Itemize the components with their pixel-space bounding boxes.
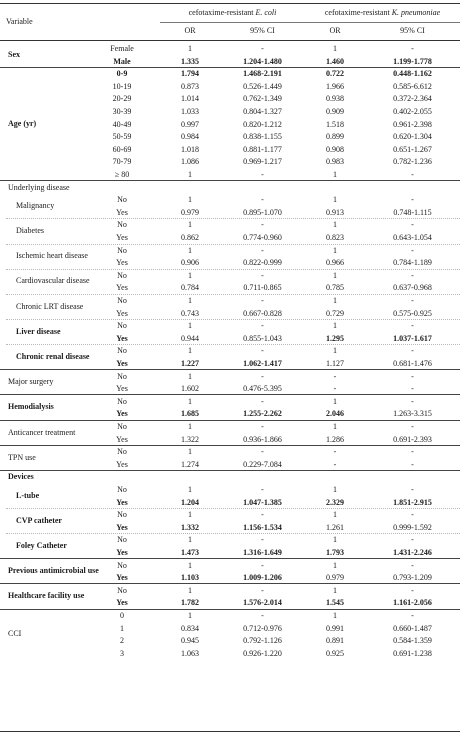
kpn-header-prefix: cefotaxime-resistant xyxy=(324,8,392,17)
subgroup-divider xyxy=(6,533,460,534)
value-cell: 0.691-2.393 xyxy=(393,434,432,444)
section-divider xyxy=(0,609,460,610)
value-cell: 1 xyxy=(188,346,192,356)
level-label: Yes xyxy=(116,522,128,532)
value-cell: - xyxy=(261,510,264,520)
value-cell: - xyxy=(261,422,264,431)
level-label: Yes xyxy=(116,359,128,368)
subgroup-label: L-tube xyxy=(16,490,40,500)
value-cell: - xyxy=(411,245,414,255)
value-cell: - xyxy=(261,346,264,356)
value-cell: 1.062-1.417 xyxy=(243,359,282,368)
level-label: Yes xyxy=(116,233,128,242)
level-label: Yes xyxy=(116,548,128,557)
value-cell: 0.926-1.220 xyxy=(243,648,282,658)
value-cell: 0.873 xyxy=(181,81,199,91)
kpn-group-header xyxy=(305,4,460,22)
value-cell: 0.823 xyxy=(326,233,344,242)
group-label: Healthcare facility use xyxy=(8,591,85,601)
value-cell: 0.834 xyxy=(181,623,199,633)
value-cell: 1.063 xyxy=(181,648,199,658)
subgroup-divider xyxy=(6,218,460,219)
subgroup-divider xyxy=(6,319,460,320)
value-cell: 0.862 xyxy=(181,233,199,242)
value-cell: 1.966 xyxy=(326,81,344,91)
level-label: No xyxy=(117,346,127,356)
value-cell: 1.851-2.915 xyxy=(393,497,432,507)
level-label: 50-59 xyxy=(112,132,132,142)
value-cell: 0.402-2.055 xyxy=(393,107,432,116)
section-divider xyxy=(0,470,460,471)
section-divider xyxy=(0,445,460,446)
value-cell: 1.255-2.262 xyxy=(243,409,282,419)
value-cell: 1.794 xyxy=(181,69,199,79)
value-cell: - xyxy=(411,535,414,545)
value-cell: - xyxy=(261,44,264,53)
value-cell: 1.156-1.534 xyxy=(243,522,282,532)
ecoli-header-prefix: cefotaxime-resistant xyxy=(188,8,256,17)
value-cell: 0.961-2.398 xyxy=(393,119,432,129)
subgroup-divider xyxy=(6,244,460,245)
value-cell: 1 xyxy=(188,195,192,205)
value-cell: 1.204-1.480 xyxy=(243,56,282,66)
value-cell: 1 xyxy=(188,170,192,179)
value-cell: 0.784-1.189 xyxy=(393,258,432,268)
level-label: 10-19 xyxy=(112,81,132,91)
level-label: No xyxy=(117,510,127,520)
value-cell: 0.637-0.968 xyxy=(393,283,432,293)
value-cell: 1 xyxy=(333,296,337,305)
value-cell: 0.651-1.267 xyxy=(393,144,432,154)
value-cell: 0.804-1.327 xyxy=(243,107,282,116)
value-cell: 0.526-1.449 xyxy=(243,81,282,91)
value-cell: - xyxy=(261,396,264,406)
value-cell: 1.086 xyxy=(181,157,199,167)
value-cell: 0.743 xyxy=(181,308,199,318)
value-cell: 1 xyxy=(188,245,192,255)
value-cell: - xyxy=(261,560,264,570)
value-cell: 1 xyxy=(188,447,192,457)
value-cell: 0.979 xyxy=(326,573,344,583)
ecoli-header-species: E. coli xyxy=(255,8,277,17)
group-label: Hemodialysis xyxy=(8,402,54,412)
level-label: No xyxy=(117,585,127,595)
value-cell: - xyxy=(411,321,414,331)
group-label: CCI xyxy=(8,629,22,639)
value-cell: 0.822-0.999 xyxy=(243,258,282,268)
value-cell: 1.274 xyxy=(181,459,199,469)
value-cell: 0.584-1.359 xyxy=(393,636,432,646)
value-cell: 1 xyxy=(188,396,192,406)
value-cell: 0.712-0.976 xyxy=(243,623,282,633)
level-label: No xyxy=(117,321,127,331)
value-cell: - xyxy=(411,220,414,230)
section-header: Devices xyxy=(8,472,34,482)
subgroup-label: CVP catheter xyxy=(16,515,62,525)
value-cell: 1 xyxy=(333,611,337,620)
value-cell: 1 xyxy=(333,510,337,520)
value-cell: 1 xyxy=(188,611,192,620)
value-cell: 0.983 xyxy=(326,157,344,167)
value-cell: 1.014 xyxy=(181,94,199,104)
value-cell: - xyxy=(261,585,264,595)
level-label: No xyxy=(117,422,127,431)
value-cell: 0.448-1.162 xyxy=(393,69,432,79)
level-label: No xyxy=(117,396,127,406)
value-cell: 0.691-1.238 xyxy=(393,648,432,658)
level-label: No xyxy=(117,220,127,230)
level-label: Female xyxy=(110,44,134,53)
subgroup-divider xyxy=(6,344,460,345)
value-cell: - xyxy=(411,44,414,53)
value-cell: 2.329 xyxy=(326,497,344,507)
level-label: No xyxy=(117,195,127,205)
value-cell: 0.855-1.043 xyxy=(243,333,282,343)
value-cell: 1.335 xyxy=(181,56,199,66)
value-cell: 0.838-1.155 xyxy=(243,132,282,142)
value-cell: - xyxy=(261,270,264,280)
value-cell: 0.729 xyxy=(326,308,344,318)
subgroup-label: Diabetes xyxy=(16,226,44,235)
level-label: 0-9 xyxy=(116,69,128,79)
level-label: Yes xyxy=(116,598,128,608)
value-cell: 1.576-2.014 xyxy=(243,598,282,608)
value-cell: 1.103 xyxy=(181,573,199,583)
value-cell: 1 xyxy=(333,346,337,356)
level-label: 0 xyxy=(120,611,124,620)
value-cell: 1.473 xyxy=(181,548,199,557)
value-cell: 1 xyxy=(188,422,192,431)
level-label: Yes xyxy=(116,434,128,444)
value-cell: 0.938 xyxy=(326,94,344,104)
section-divider xyxy=(0,369,460,370)
value-cell: 1 xyxy=(188,44,192,53)
group-label: Age (yr) xyxy=(8,118,37,128)
value-cell: - xyxy=(261,195,264,205)
value-cell: 1 xyxy=(333,195,337,205)
value-cell: - xyxy=(411,371,414,381)
level-label: No xyxy=(117,535,127,545)
value-cell: 1 xyxy=(188,485,192,494)
level-label: No xyxy=(117,485,127,494)
value-cell: 0.984 xyxy=(181,132,199,142)
value-cell: 1 xyxy=(333,560,337,570)
level-label: Yes xyxy=(116,459,128,469)
value-cell: 2.046 xyxy=(326,409,344,419)
subgroup-label: Ischemic heart disease xyxy=(16,251,88,261)
value-cell: - xyxy=(261,220,264,230)
value-cell: 1 xyxy=(333,535,337,545)
value-cell: - xyxy=(261,296,264,305)
group-label: Anticancer treatment xyxy=(8,427,76,437)
value-cell: 1 xyxy=(333,245,337,255)
value-cell: - xyxy=(411,611,414,620)
subgroup-divider xyxy=(6,508,460,509)
value-cell: 0.820-1.212 xyxy=(243,119,282,129)
level-label: Yes xyxy=(116,384,128,394)
value-cell: 1.685 xyxy=(181,409,199,419)
value-cell: 1.009-1.206 xyxy=(243,573,282,583)
value-cell: 1 xyxy=(333,321,337,331)
value-cell: - xyxy=(411,560,414,570)
value-cell: 1.204 xyxy=(181,497,199,507)
value-cell: - xyxy=(333,384,337,394)
group-label: TPN use xyxy=(8,452,36,462)
value-cell: 1.047-1.385 xyxy=(243,497,282,507)
value-cell: - xyxy=(411,270,414,280)
kpn-or-header: OR xyxy=(329,26,341,35)
group-label: Previous antimicrobial use xyxy=(8,566,99,576)
value-cell: - xyxy=(333,447,337,457)
subgroup-label: Malignancy xyxy=(16,200,55,210)
value-cell: 1 xyxy=(188,560,192,570)
value-cell: 1.037-1.617 xyxy=(393,333,432,343)
value-cell: 0.660-1.487 xyxy=(393,623,432,633)
value-cell: 1.033 xyxy=(181,107,199,116)
level-label: Yes xyxy=(116,207,128,217)
value-cell: 0.966 xyxy=(326,258,344,268)
value-cell: 1 xyxy=(333,396,337,406)
value-cell: 0.643-1.054 xyxy=(393,233,432,242)
level-label: No xyxy=(117,560,127,570)
group-label: Major surgery xyxy=(8,377,54,387)
level-label: No xyxy=(117,245,127,255)
value-cell: 1 xyxy=(333,422,337,431)
variable-header: Variable xyxy=(6,17,33,26)
value-cell: - xyxy=(411,459,414,469)
value-cell: 1 xyxy=(333,270,337,280)
value-cell: 0.372-2.364 xyxy=(393,94,432,104)
value-cell: 0.722 xyxy=(326,69,344,79)
value-cell: 0.945 xyxy=(181,636,199,646)
group-label: Sex xyxy=(8,49,20,59)
ecoli-or-header: OR xyxy=(184,26,196,35)
value-cell: 0.785 xyxy=(326,283,344,293)
value-cell: 1.468-2.191 xyxy=(243,69,282,79)
subgroup-label: Cardiovascular disease xyxy=(16,276,90,286)
level-label: Yes xyxy=(116,283,128,293)
value-cell: 0.782-1.236 xyxy=(393,157,432,167)
level-label: No xyxy=(117,296,127,305)
value-cell: 0.895-1.070 xyxy=(243,207,282,217)
value-cell: 1.018 xyxy=(181,144,199,154)
value-cell: 0.969-1.217 xyxy=(243,157,282,167)
header-group-rule xyxy=(160,22,460,23)
value-cell: - xyxy=(261,321,264,331)
value-cell: 1 xyxy=(188,585,192,595)
value-cell: - xyxy=(411,447,414,457)
value-cell: - xyxy=(261,170,264,179)
level-label: Yes xyxy=(116,308,128,318)
value-cell: 0.575-0.925 xyxy=(393,308,432,318)
level-label: Male xyxy=(113,56,131,66)
value-cell: 0.748-1.115 xyxy=(393,207,432,217)
value-cell: 0.881-1.177 xyxy=(243,144,282,154)
value-cell: 0.229-7.084 xyxy=(243,459,282,469)
value-cell: 0.925 xyxy=(326,648,344,658)
value-cell: 0.909 xyxy=(326,107,344,116)
value-cell: - xyxy=(411,396,414,406)
value-cell: 1 xyxy=(188,510,192,520)
level-label: No xyxy=(117,270,127,280)
value-cell: - xyxy=(411,195,414,205)
subgroup-divider xyxy=(6,269,460,270)
value-cell: 1 xyxy=(333,44,337,53)
value-cell: 1 xyxy=(188,220,192,230)
value-cell: - xyxy=(411,384,414,394)
value-cell: - xyxy=(333,459,337,469)
value-cell: 1.518 xyxy=(326,119,344,129)
value-cell: 1 xyxy=(333,220,337,230)
kpn-ci-header: 95% CI xyxy=(400,26,425,35)
value-cell: 0.620-1.304 xyxy=(393,132,432,142)
level-label: Yes xyxy=(116,409,128,419)
value-cell: 0.711-0.865 xyxy=(243,283,282,293)
level-label: 2 xyxy=(120,636,124,646)
value-cell: 1.199-1.778 xyxy=(393,56,432,66)
level-label: 1 xyxy=(120,623,124,633)
value-cell: - xyxy=(261,371,264,381)
value-cell: - xyxy=(411,510,414,520)
value-cell: 1.793 xyxy=(326,548,344,557)
value-cell: - xyxy=(261,535,264,545)
subgroup-label: Liver disease xyxy=(16,326,61,336)
value-cell: 0.979 xyxy=(181,207,199,217)
value-cell: 0.991 xyxy=(326,623,344,633)
section-divider xyxy=(0,583,460,584)
value-cell: 1 xyxy=(333,585,337,595)
level-label: 20-29 xyxy=(112,94,132,104)
section-header: Underlying disease xyxy=(8,182,70,192)
section-divider xyxy=(0,420,460,421)
value-cell: - xyxy=(411,422,414,431)
subgroup-divider xyxy=(6,294,460,295)
value-cell: 1.127 xyxy=(326,359,344,368)
level-label: No xyxy=(117,447,127,457)
value-cell: 1.261 xyxy=(326,522,344,532)
value-cell: - xyxy=(411,485,414,494)
kpn-header-species: K. pneumoniae xyxy=(391,8,441,17)
value-cell: 0.681-1.476 xyxy=(393,359,432,368)
value-cell: - xyxy=(261,447,264,457)
value-cell: - xyxy=(411,296,414,305)
value-cell: 1.545 xyxy=(326,598,344,608)
value-cell: 1 xyxy=(188,371,192,381)
value-cell: 1 xyxy=(188,296,192,305)
level-label: Yes xyxy=(116,333,128,343)
value-cell: 1 xyxy=(188,535,192,545)
value-cell: 0.784 xyxy=(181,283,199,293)
value-cell: 1.263-3.315 xyxy=(393,409,432,419)
subgroup-label: Chronic renal disease xyxy=(16,352,90,361)
subgroup-label: Chronic LRT disease xyxy=(16,301,84,311)
value-cell: 1.782 xyxy=(181,598,199,608)
value-cell: 0.793-1.209 xyxy=(393,573,432,583)
value-cell: 1.332 xyxy=(181,522,199,532)
header-bottom-rule xyxy=(0,40,460,41)
value-cell: 1.161-2.056 xyxy=(393,598,432,608)
section-divider xyxy=(0,180,460,181)
level-label: Yes xyxy=(116,258,128,268)
value-cell: 1.431-2.246 xyxy=(393,548,432,557)
level-label: No xyxy=(117,371,127,381)
table-bottom-rule xyxy=(0,731,460,732)
value-cell: 1.227 xyxy=(181,359,199,368)
value-cell: 1.286 xyxy=(326,434,344,444)
level-label: 30-39 xyxy=(112,107,132,116)
ecoli-ci-header: 95% CI xyxy=(250,26,275,35)
value-cell: 1.295 xyxy=(326,333,344,343)
value-cell: - xyxy=(333,371,337,381)
value-cell: - xyxy=(261,611,264,620)
value-cell: - xyxy=(261,485,264,494)
section-divider xyxy=(0,67,460,68)
value-cell: 1 xyxy=(188,321,192,331)
level-label: 40-49 xyxy=(112,119,132,129)
value-cell: 0.585-6.612 xyxy=(393,81,432,91)
value-cell: 0.667-0.828 xyxy=(243,308,282,318)
value-cell: 1.460 xyxy=(326,56,344,66)
value-cell: 1.322 xyxy=(181,434,199,444)
value-cell: 1 xyxy=(188,270,192,280)
value-cell: 0.476-5.395 xyxy=(243,384,282,394)
value-cell: 0.997 xyxy=(181,119,199,129)
value-cell: - xyxy=(411,170,414,179)
value-cell: 1 xyxy=(333,170,337,179)
section-divider xyxy=(0,394,460,395)
subgroup-label: Foley Catheter xyxy=(16,541,67,550)
value-cell: - xyxy=(411,585,414,595)
value-cell: 1.602 xyxy=(181,384,199,394)
section-divider xyxy=(0,558,460,559)
level-label: 60-69 xyxy=(112,144,132,154)
value-cell: 0.999-1.592 xyxy=(393,522,432,532)
level-label: 3 xyxy=(120,648,124,658)
value-cell: 0.936-1.866 xyxy=(243,434,282,444)
value-cell: 0.891 xyxy=(326,636,344,646)
level-label: Yes xyxy=(116,497,128,507)
value-cell: - xyxy=(261,245,264,255)
value-cell: 0.762-1.349 xyxy=(243,94,282,104)
level-label: Yes xyxy=(116,573,128,583)
value-cell: 1.316-1.649 xyxy=(243,548,282,557)
value-cell: 0.913 xyxy=(326,207,344,217)
value-cell: 0.906 xyxy=(181,258,199,268)
value-cell: 0.792-1.126 xyxy=(243,636,282,646)
value-cell: 0.944 xyxy=(181,333,199,343)
level-label: 70-79 xyxy=(112,157,132,167)
level-label: ≥ 80 xyxy=(114,170,130,179)
value-cell: 0.774-0.960 xyxy=(243,233,282,242)
ecoli-group-header xyxy=(160,4,305,22)
value-cell: - xyxy=(411,346,414,356)
value-cell: 0.899 xyxy=(326,132,344,142)
value-cell: 0.908 xyxy=(326,144,344,154)
value-cell: 1 xyxy=(333,485,337,494)
